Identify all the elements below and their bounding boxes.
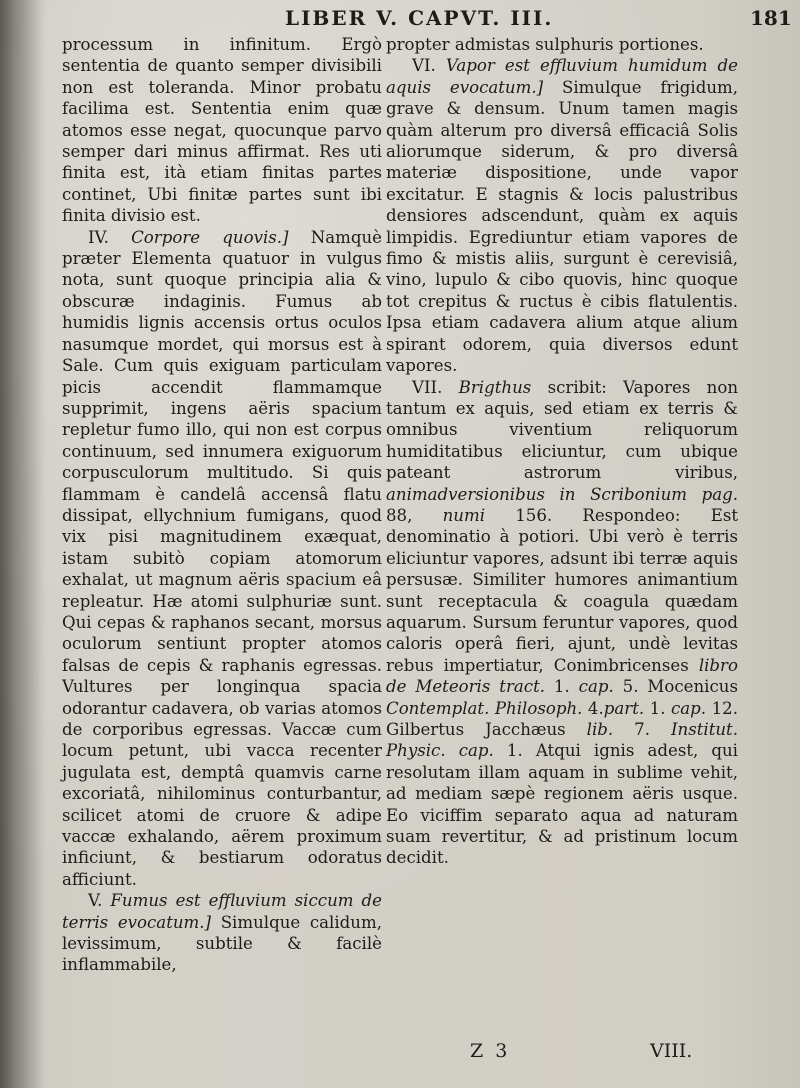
paragraph: processum in infinitum. Ergò sententia de quanto semper divisibili non est toleranda. Minor probatu facilima est. Sententia enim quæ atomos esse negat, quocunque parvo semper dari minus affirmat. Res uti finita est, ità etiam finitas partes continet, Ubi finitæ partes sunt ibi finita divisio est. — [62, 35, 382, 226]
citation: animadversionibus in Scribonium pag. — [386, 484, 738, 504]
citation: numi — [442, 505, 486, 525]
section-title: Fumus est effluvium siccum de terris evocatum.] — [62, 891, 382, 932]
paragraph-body: Simulque frigidum, grave & densum. Unum tamen magis quàm alterum pro diversâ efficaciâ Solis aliorumque siderum, & pro diversâ materiæ dispositione, unde vapor excitatur. E stagnis & locis palustribus densiores adscendunt, quàm ex aquis limpidis. Egrediuntur etiam vapores de fimo & mistis aliis, surgunt è cerevisiâ, vino, lupulo & cibo quovis, hinc quoque tot crepitus & ructus è cibis flatulentis. Ipsa etiam cadavera alium atque alium spirant odorem, quia diversos edunt vapores. — [386, 77, 739, 376]
paragraph-body: Simulque calidum, levissimum, subtile & facilè inflammabile, — [62, 912, 382, 975]
section-title: Corpore quovis.] — [131, 227, 289, 247]
paragraph-body: 1. — [553, 677, 570, 697]
section-number: VII. — [412, 377, 443, 397]
paragraph-body: 1. Atqui ignis adest, qui resolutam illam aquam in sublime vehit, ad mediam sæpè regionem aëris usque. Eo viciffim separato aqua ad naturam suam revertitur, & ad pristinum locum decidit. — [386, 741, 738, 868]
author-name: Brigthus — [458, 377, 532, 397]
citation: cap. — [578, 677, 614, 697]
paragraph-body: 7. — [634, 720, 650, 739]
paragraph-body: 5. Mocenicus — [622, 677, 738, 697]
page-footer — [470, 1040, 760, 1062]
paragraph-body: 12. Gilbertus Jacchæus — [386, 698, 738, 739]
page-number: 181 — [750, 6, 792, 30]
citation: Contemplat. Philosoph. — [386, 698, 583, 718]
paragraph — [386, 55, 738, 376]
citation: lib. — [586, 720, 614, 739]
citation: cap. — [671, 698, 707, 718]
catchword: VIII. — [650, 1040, 693, 1062]
section-title: Vapor est effluvium humidum de aquis evocatum.] — [386, 56, 738, 97]
paragraph-body: 1. — [649, 698, 666, 718]
citation: part. — [603, 698, 645, 718]
section-number: V. — [88, 891, 103, 911]
paragraph-body: scribit: Vapores non tantum ex aquis, sed etiam ex terris & omnibus viventium reliquorum humiditatibus eliciuntur, cum ubique pateant astrorum viribus, — [386, 377, 739, 483]
citation: libro de Meteoris tract. — [386, 655, 738, 697]
citation: Institut. Physic. cap. — [386, 720, 739, 761]
left-column — [62, 34, 382, 976]
section-number: VI. — [412, 56, 436, 76]
paragraph — [386, 377, 738, 869]
section-number: IV. — [88, 227, 109, 247]
paragraph-body: 88, — [386, 505, 413, 525]
paragraph — [62, 227, 382, 891]
paragraph-body: 156. Respondeo: Est denominatio à potiori. Ubi verò è terris eliciuntur vapores, adsunt ibi terræ aquis persusæ. Similiter humores animantium sunt receptacula & coagula quædam aquarum. Sursum feruntur vapores, quod caloris operâ fieri, ajunt, undè levitas rebus impertiatur, Conimbricenses — [386, 505, 739, 675]
paragraph — [62, 890, 382, 976]
running-head: LIBER V. CAPVT. III. — [285, 6, 554, 30]
paragraph-body: 4. — [587, 698, 604, 718]
signature-mark: Z 3 — [470, 1040, 511, 1062]
right-column — [386, 34, 738, 869]
paragraph: propter admistas sulphuris portiones. — [386, 35, 704, 54]
gutter-shadow — [0, 0, 46, 1088]
paragraph-body: Namquè præter Elementa quatuor in vulgus nota, sunt quoque principia alia & obscuræ indaginis. Fumus ab humidis lignis accensis ortus oculos nasumque mordet, qui morsus est à Sale. Cum quis exiguam particulam picis accendit flammamque supprimit, ingens aëris spacium repletur fumo illo, qui non est corpus continuum, sed innumera exiguorum corpusculorum multitudo. Si quis flammam è candelâ accensâ flatu dissipat, ellychnium fumigans, quod vix pisi magnitudinem exæquat, istam subitò copiam atomorum exhalat, ut magnum aëris spacium eâ repleatur. Hæ atomi sulphuriæ sunt. Qui cepas & raphanos secant, morsus oculorum sentiunt propter atomos falsas de cepis & raphanis egressas. Vultures per longinqua spacia odorantur cadavera, ob varias atomos de corporibus egressas. Vaccæ cum locum petunt, ubi vacca recenter jugulata est, demptâ quamvis carne excoriatâ, nihilominus conturbantur, scilicet atomi de cruore & adipe vaccæ exhalando, aërem proximum inficiunt, & bestiarum odoratus afficiunt. — [62, 227, 382, 889]
